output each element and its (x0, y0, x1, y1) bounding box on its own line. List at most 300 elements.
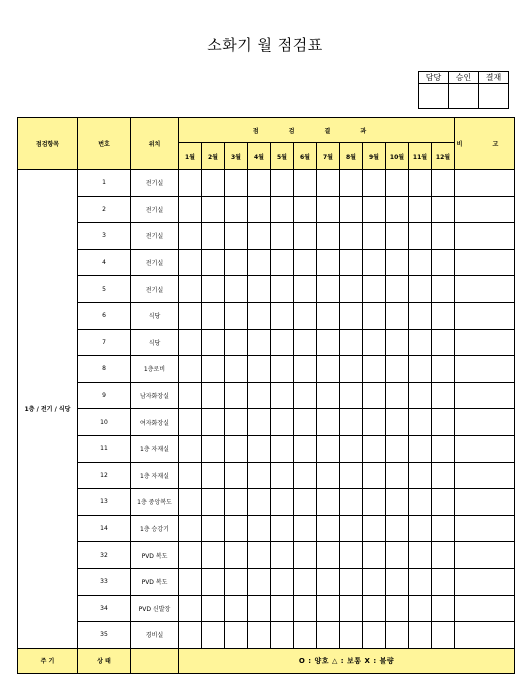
check-cell[interactable] (363, 276, 386, 303)
check-cell[interactable] (386, 223, 409, 250)
check-cell[interactable] (225, 462, 248, 489)
check-cell[interactable] (271, 249, 294, 276)
check-cell[interactable] (340, 329, 363, 356)
row-location: 남자화장실 (131, 382, 179, 409)
check-cell[interactable] (409, 622, 432, 649)
check-cell[interactable] (409, 409, 432, 436)
footer-state: 상 태 (78, 648, 131, 673)
check-cell[interactable] (225, 515, 248, 542)
month-header: 3월 (225, 143, 248, 170)
table-row (18, 170, 515, 197)
check-cell[interactable] (340, 170, 363, 197)
check-cell[interactable] (271, 435, 294, 462)
check-cell[interactable] (294, 223, 317, 250)
check-cell[interactable] (363, 170, 386, 197)
check-cell[interactable] (386, 462, 409, 489)
check-cell[interactable] (409, 462, 432, 489)
check-cell[interactable] (248, 542, 271, 569)
check-cell[interactable] (340, 223, 363, 250)
table-row (18, 409, 515, 436)
check-cell[interactable] (386, 409, 409, 436)
check-cell[interactable] (340, 462, 363, 489)
check-cell[interactable] (386, 170, 409, 197)
row-location: 전기실 (131, 170, 179, 197)
check-cell[interactable] (386, 435, 409, 462)
check-cell[interactable] (317, 302, 340, 329)
check-cell[interactable] (363, 409, 386, 436)
table-row (18, 382, 515, 409)
check-cell[interactable] (409, 223, 432, 250)
table-row (18, 302, 515, 329)
check-cell[interactable] (179, 223, 202, 250)
check-cell[interactable] (294, 196, 317, 223)
check-cell[interactable] (363, 462, 386, 489)
check-cell[interactable] (271, 276, 294, 303)
row-number: 7 (78, 329, 131, 356)
check-cell[interactable] (409, 249, 432, 276)
check-cell[interactable] (317, 435, 340, 462)
check-cell[interactable] (363, 196, 386, 223)
check-cell[interactable] (432, 409, 455, 436)
remarks-cell[interactable] (455, 542, 515, 569)
table-row (18, 462, 515, 489)
check-cell[interactable] (294, 542, 317, 569)
check-cell[interactable] (248, 515, 271, 542)
check-cell[interactable] (432, 276, 455, 303)
check-cell[interactable] (363, 435, 386, 462)
check-cell[interactable] (317, 196, 340, 223)
row-location: 1층 자재실 (131, 462, 179, 489)
check-cell[interactable] (248, 382, 271, 409)
remarks-cell[interactable] (455, 356, 515, 383)
check-cell[interactable] (248, 595, 271, 622)
remarks-cell[interactable] (455, 382, 515, 409)
check-cell[interactable] (179, 302, 202, 329)
check-cell[interactable] (248, 329, 271, 356)
check-cell[interactable] (271, 302, 294, 329)
header-location: 위치 (131, 118, 179, 170)
check-cell[interactable] (271, 196, 294, 223)
check-cell[interactable] (248, 462, 271, 489)
check-cell[interactable] (432, 170, 455, 197)
check-cell[interactable] (386, 302, 409, 329)
check-cell[interactable] (225, 489, 248, 516)
check-cell[interactable] (363, 515, 386, 542)
check-cell[interactable] (202, 196, 225, 223)
check-cell[interactable] (179, 196, 202, 223)
check-cell[interactable] (317, 223, 340, 250)
check-cell[interactable] (340, 568, 363, 595)
check-cell[interactable] (340, 196, 363, 223)
check-cell[interactable] (202, 462, 225, 489)
check-cell[interactable] (248, 435, 271, 462)
check-cell[interactable] (294, 382, 317, 409)
check-cell[interactable] (179, 489, 202, 516)
check-cell[interactable] (409, 382, 432, 409)
table-row (18, 196, 515, 223)
check-cell[interactable] (248, 223, 271, 250)
check-cell[interactable] (317, 542, 340, 569)
check-cell[interactable] (225, 435, 248, 462)
check-cell[interactable] (363, 595, 386, 622)
table-row (18, 489, 515, 516)
approval-label: 담당 (419, 72, 449, 84)
row-number: 13 (78, 489, 131, 516)
check-cell[interactable] (317, 462, 340, 489)
check-cell[interactable] (340, 382, 363, 409)
check-cell[interactable] (225, 329, 248, 356)
check-cell[interactable] (317, 568, 340, 595)
row-location: 1층 승강기 (131, 515, 179, 542)
check-cell[interactable] (317, 356, 340, 383)
check-cell[interactable] (340, 515, 363, 542)
row-number: 9 (78, 382, 131, 409)
check-cell[interactable] (363, 356, 386, 383)
row-number: 2 (78, 196, 131, 223)
check-cell[interactable] (179, 462, 202, 489)
row-location: 여자화장실 (131, 409, 179, 436)
check-cell[interactable] (202, 595, 225, 622)
check-cell[interactable] (432, 223, 455, 250)
check-cell[interactable] (225, 196, 248, 223)
check-cell[interactable] (363, 622, 386, 649)
remarks-cell[interactable] (455, 249, 515, 276)
remarks-cell[interactable] (455, 622, 515, 649)
check-cell[interactable] (179, 382, 202, 409)
check-cell[interactable] (409, 489, 432, 516)
check-cell[interactable] (432, 462, 455, 489)
check-cell[interactable] (432, 249, 455, 276)
check-cell[interactable] (248, 356, 271, 383)
row-location: 1층 자재실 (131, 435, 179, 462)
check-cell[interactable] (409, 542, 432, 569)
row-location: 경비실 (131, 622, 179, 649)
check-cell[interactable] (225, 542, 248, 569)
check-cell[interactable] (179, 409, 202, 436)
row-location: 1층로비 (131, 356, 179, 383)
remarks-cell[interactable] (455, 462, 515, 489)
check-cell[interactable] (271, 568, 294, 595)
check-cell[interactable] (340, 542, 363, 569)
check-cell[interactable] (294, 329, 317, 356)
check-cell[interactable] (363, 223, 386, 250)
check-cell[interactable] (294, 302, 317, 329)
table-row (18, 595, 515, 622)
table-row (18, 435, 515, 462)
check-cell[interactable] (386, 595, 409, 622)
check-cell[interactable] (202, 542, 225, 569)
remarks-cell[interactable] (455, 568, 515, 595)
remarks-cell[interactable] (455, 489, 515, 516)
month-header: 8월 (340, 143, 363, 170)
inspection-table (17, 117, 515, 674)
check-cell[interactable] (317, 622, 340, 649)
check-cell[interactable] (248, 622, 271, 649)
check-cell[interactable] (386, 249, 409, 276)
check-cell[interactable] (202, 622, 225, 649)
row-number: 6 (78, 302, 131, 329)
month-header: 5월 (271, 143, 294, 170)
remarks-cell[interactable] (455, 302, 515, 329)
check-cell[interactable] (225, 276, 248, 303)
check-cell[interactable] (202, 223, 225, 250)
check-cell[interactable] (271, 409, 294, 436)
check-cell[interactable] (340, 595, 363, 622)
check-cell[interactable] (294, 409, 317, 436)
check-cell[interactable] (409, 595, 432, 622)
check-cell[interactable] (248, 568, 271, 595)
check-cell[interactable] (294, 489, 317, 516)
remarks-cell[interactable] (455, 170, 515, 197)
remarks-cell[interactable] (455, 329, 515, 356)
check-cell[interactable] (363, 568, 386, 595)
check-cell[interactable] (271, 223, 294, 250)
check-cell[interactable] (179, 595, 202, 622)
check-cell[interactable] (202, 302, 225, 329)
check-cell[interactable] (225, 382, 248, 409)
row-number: 1 (78, 170, 131, 197)
check-cell[interactable] (271, 170, 294, 197)
row-number: 12 (78, 462, 131, 489)
footer-blank (131, 648, 179, 673)
row-location: 전기실 (131, 249, 179, 276)
approval-signature-cell[interactable] (419, 84, 449, 109)
check-cell[interactable] (294, 356, 317, 383)
check-cell[interactable] (340, 489, 363, 516)
check-cell[interactable] (179, 435, 202, 462)
check-cell[interactable] (202, 568, 225, 595)
table-row (18, 542, 515, 569)
check-cell[interactable] (225, 568, 248, 595)
row-location: PVD 복도 (131, 568, 179, 595)
check-cell[interactable] (317, 515, 340, 542)
check-cell[interactable] (248, 409, 271, 436)
check-cell[interactable] (294, 462, 317, 489)
check-cell[interactable] (202, 382, 225, 409)
row-number: 14 (78, 515, 131, 542)
check-cell[interactable] (386, 276, 409, 303)
check-cell[interactable] (202, 356, 225, 383)
check-cell[interactable] (294, 515, 317, 542)
check-cell[interactable] (409, 170, 432, 197)
check-cell[interactable] (363, 489, 386, 516)
check-cell[interactable] (386, 542, 409, 569)
check-cell[interactable] (386, 356, 409, 383)
check-cell[interactable] (294, 276, 317, 303)
check-cell[interactable] (432, 595, 455, 622)
check-cell[interactable] (363, 382, 386, 409)
check-cell[interactable] (363, 249, 386, 276)
row-number: 11 (78, 435, 131, 462)
group-label: 1층 / 전기 / 식당 (18, 170, 78, 649)
check-cell[interactable] (432, 568, 455, 595)
check-cell[interactable] (340, 356, 363, 383)
check-cell[interactable] (432, 435, 455, 462)
check-cell[interactable] (432, 622, 455, 649)
month-header: 7월 (317, 143, 340, 170)
check-cell[interactable] (340, 435, 363, 462)
remarks-cell[interactable] (455, 196, 515, 223)
check-cell[interactable] (317, 329, 340, 356)
check-cell[interactable] (409, 302, 432, 329)
page-title: 소화기 월 점검표 (207, 36, 323, 54)
check-cell[interactable] (317, 595, 340, 622)
check-cell[interactable] (432, 542, 455, 569)
check-cell[interactable] (202, 276, 225, 303)
check-cell[interactable] (179, 329, 202, 356)
check-cell[interactable] (271, 595, 294, 622)
check-cell[interactable] (225, 409, 248, 436)
check-cell[interactable] (271, 515, 294, 542)
check-cell[interactable] (432, 356, 455, 383)
check-cell[interactable] (294, 568, 317, 595)
row-location: PVD 신발장 (131, 595, 179, 622)
check-cell[interactable] (317, 249, 340, 276)
check-cell[interactable] (340, 276, 363, 303)
check-cell[interactable] (271, 356, 294, 383)
check-cell[interactable] (248, 170, 271, 197)
check-cell[interactable] (386, 568, 409, 595)
check-cell[interactable] (317, 276, 340, 303)
check-cell[interactable] (432, 196, 455, 223)
check-cell[interactable] (363, 329, 386, 356)
row-location: 전기실 (131, 276, 179, 303)
check-cell[interactable] (317, 489, 340, 516)
check-cell[interactable] (409, 515, 432, 542)
check-cell[interactable] (340, 622, 363, 649)
row-location: 1층 중앙복도 (131, 489, 179, 516)
check-cell[interactable] (179, 542, 202, 569)
row-number: 32 (78, 542, 131, 569)
check-cell[interactable] (409, 568, 432, 595)
check-cell[interactable] (294, 622, 317, 649)
check-cell[interactable] (294, 170, 317, 197)
check-cell[interactable] (179, 568, 202, 595)
check-cell[interactable] (202, 170, 225, 197)
check-cell[interactable] (179, 170, 202, 197)
check-cell[interactable] (202, 249, 225, 276)
check-cell[interactable] (202, 409, 225, 436)
check-cell[interactable] (363, 542, 386, 569)
check-cell[interactable] (248, 302, 271, 329)
check-cell[interactable] (340, 302, 363, 329)
check-cell[interactable] (386, 515, 409, 542)
remarks-cell[interactable] (455, 515, 515, 542)
remarks-cell[interactable] (455, 223, 515, 250)
check-cell[interactable] (225, 170, 248, 197)
check-cell[interactable] (248, 249, 271, 276)
check-cell[interactable] (202, 329, 225, 356)
check-cell[interactable] (317, 409, 340, 436)
check-cell[interactable] (409, 356, 432, 383)
month-header: 9월 (363, 143, 386, 170)
approval-box (418, 71, 509, 109)
check-cell[interactable] (432, 382, 455, 409)
check-cell[interactable] (409, 435, 432, 462)
check-cell[interactable] (248, 276, 271, 303)
check-cell[interactable] (179, 249, 202, 276)
check-cell[interactable] (386, 622, 409, 649)
remarks-cell[interactable] (455, 409, 515, 436)
check-cell[interactable] (340, 409, 363, 436)
row-number: 5 (78, 276, 131, 303)
remarks-cell[interactable] (455, 276, 515, 303)
check-cell[interactable] (294, 435, 317, 462)
row-number: 10 (78, 409, 131, 436)
check-cell[interactable] (225, 356, 248, 383)
check-cell[interactable] (179, 622, 202, 649)
check-cell[interactable] (271, 542, 294, 569)
check-cell[interactable] (271, 489, 294, 516)
footer-row (18, 648, 515, 673)
check-cell[interactable] (386, 196, 409, 223)
check-cell[interactable] (225, 249, 248, 276)
header-item: 점검항목 (18, 118, 78, 170)
check-cell[interactable] (432, 302, 455, 329)
check-cell[interactable] (386, 489, 409, 516)
check-cell[interactable] (409, 276, 432, 303)
check-cell[interactable] (432, 489, 455, 516)
check-cell[interactable] (409, 329, 432, 356)
check-cell[interactable] (432, 515, 455, 542)
footer-legend: O : 양호 △ : 보통 X : 불량 (179, 648, 515, 673)
table-row (18, 329, 515, 356)
month-header: 12월 (432, 143, 455, 170)
check-cell[interactable] (386, 329, 409, 356)
check-cell[interactable] (202, 435, 225, 462)
check-cell[interactable] (271, 462, 294, 489)
remarks-cell[interactable] (455, 435, 515, 462)
check-cell[interactable] (202, 515, 225, 542)
table-row (18, 568, 515, 595)
check-cell[interactable] (225, 223, 248, 250)
table-row (18, 515, 515, 542)
header-number: 번호 (78, 118, 131, 170)
check-cell[interactable] (340, 249, 363, 276)
check-cell[interactable] (271, 382, 294, 409)
check-cell[interactable] (225, 302, 248, 329)
approval-signature-cell[interactable] (479, 84, 509, 109)
remarks-cell[interactable] (455, 595, 515, 622)
row-location: PVD 복도 (131, 542, 179, 569)
row-number: 35 (78, 622, 131, 649)
row-location: 식당 (131, 302, 179, 329)
check-cell[interactable] (317, 170, 340, 197)
check-cell[interactable] (179, 515, 202, 542)
check-cell[interactable] (248, 196, 271, 223)
check-cell[interactable] (409, 196, 432, 223)
check-cell[interactable] (225, 622, 248, 649)
check-cell[interactable] (271, 329, 294, 356)
row-number: 33 (78, 568, 131, 595)
check-cell[interactable] (179, 356, 202, 383)
check-cell[interactable] (432, 329, 455, 356)
check-cell[interactable] (386, 382, 409, 409)
check-cell[interactable] (248, 489, 271, 516)
approval-signature-cell[interactable] (449, 84, 479, 109)
check-cell[interactable] (363, 302, 386, 329)
check-cell[interactable] (294, 595, 317, 622)
row-number: 34 (78, 595, 131, 622)
check-cell[interactable] (202, 489, 225, 516)
header-remarks: 비 고 (455, 118, 515, 170)
check-cell[interactable] (294, 249, 317, 276)
table-row (18, 276, 515, 303)
check-cell[interactable] (225, 595, 248, 622)
check-cell[interactable] (271, 622, 294, 649)
check-cell[interactable] (317, 382, 340, 409)
check-cell[interactable] (179, 276, 202, 303)
